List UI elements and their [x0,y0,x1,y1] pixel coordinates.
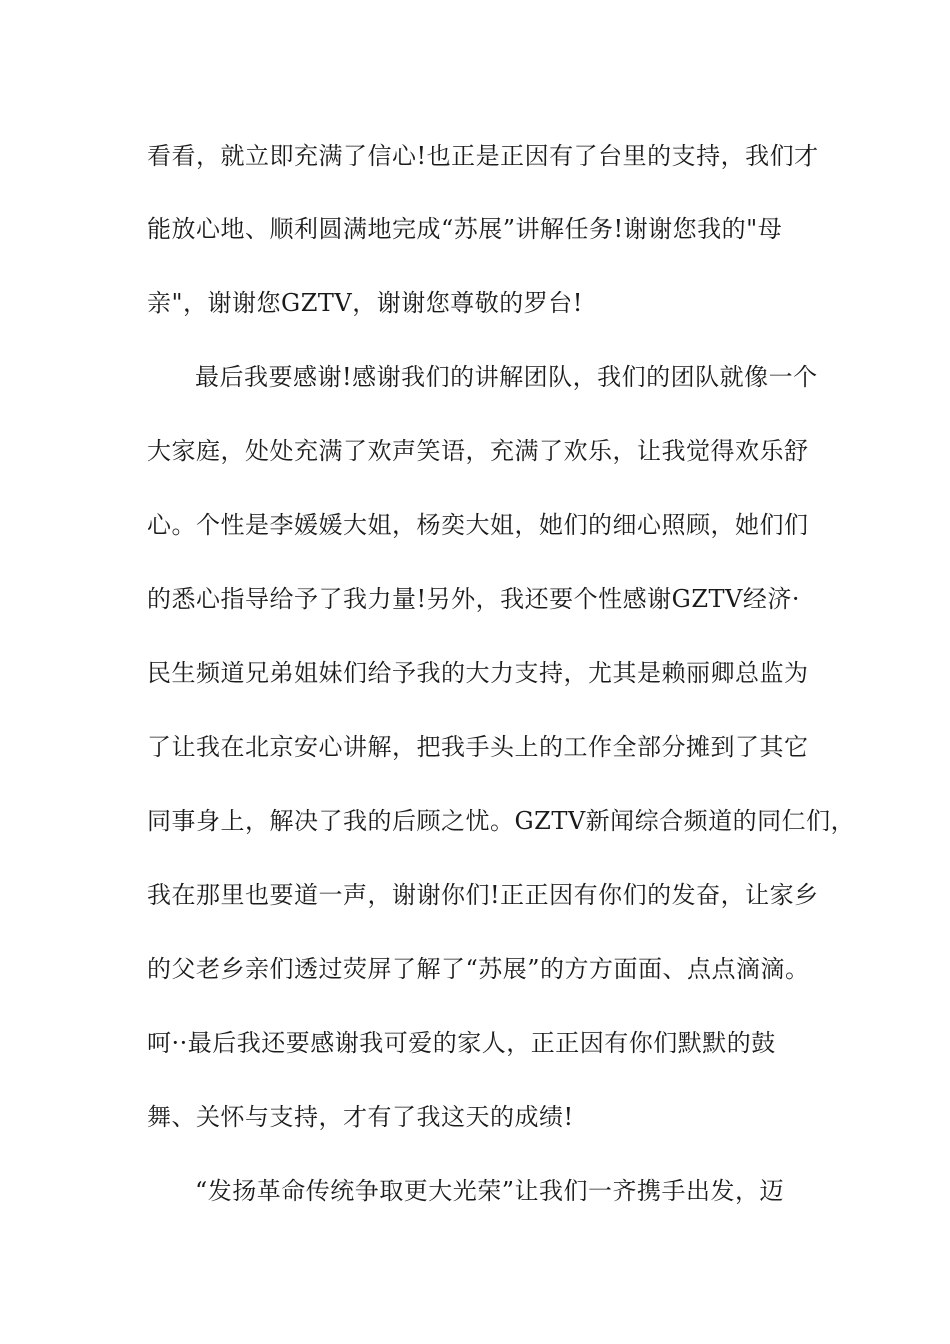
text-line: 我在那里也要道一声，谢谢你们!正正因有你们的发奋，让家乡 [147,881,819,909]
text-line: 亲"，谢谢您GZTV，谢谢您尊敬的罗台! [147,289,583,317]
text-line: 了让我在北京安心讲解，把我手头上的工作全部分摊到了其它 [147,733,809,761]
text-line: 的父老乡亲们透过荧屏了解了“苏展”的方方面面、点点滴滴。 [147,955,810,983]
paragraph-start-line: 最后我要感谢!感谢我们的讲解团队，我们的团队就像一个 [195,363,818,391]
text-line: 大家庭，处处充满了欢声笑语，充满了欢乐，让我觉得欢乐舒 [147,437,809,465]
text-line: 心。个性是李媛媛大姐，杨奕大姐，她们的细心照顾，她们们 [147,511,809,539]
paragraph-start-line: “发扬革命传统争取更大光荣”让我们一齐携手出发，迈 [195,1177,785,1205]
text-line: 能放心地、顺利圆满地完成“苏展”讲解任务!谢谢您我的"母 [147,215,783,243]
text-line: 呵··最后我还要感谢我可爱的家人，正正因有你们默默的鼓 [147,1029,776,1057]
text-line: 民生频道兄弟姐妹们给予我的大力支持，尤其是赖丽卿总监为 [147,659,809,687]
text-line: 同事身上，解决了我的后顾之忧。GZTV新闻综合频道的同仁们， [147,807,856,835]
text-line: 看看，就立即充满了信心!也正是正因有了台里的支持，我们才 [147,142,819,170]
text-line: 的悉心指导给予了我力量!另外，我还要个性感谢GZTV经济· [147,585,800,613]
text-line: 舞、关怀与支持，才有了我这天的成绩! [147,1103,574,1131]
